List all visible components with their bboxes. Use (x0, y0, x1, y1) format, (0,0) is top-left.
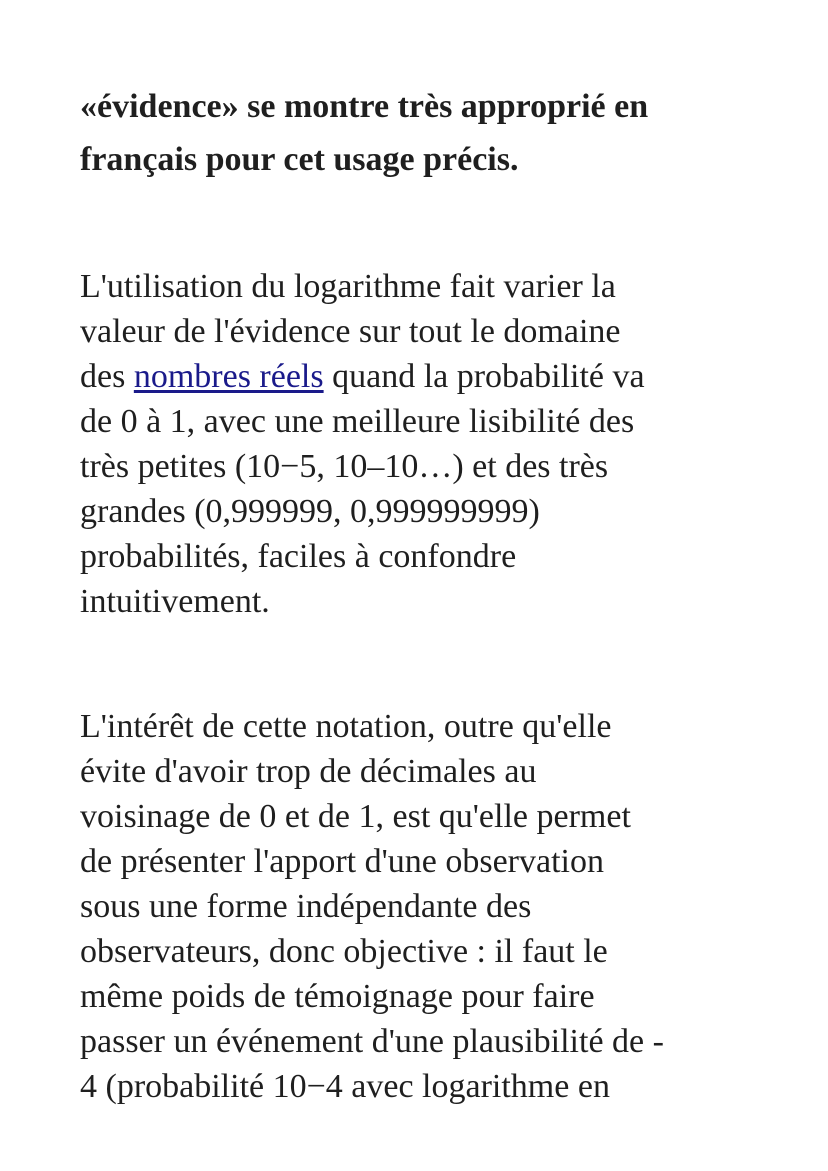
text-line: probabilités, faciles à confondre (80, 538, 517, 575)
text-line: passer un événement d'une plausibilité de - (80, 1023, 664, 1060)
text-line: voisinage de 0 et de 1, est qu'elle permet (80, 798, 631, 835)
text-line: L'intérêt de cette notation, outre qu'elle (80, 708, 612, 745)
text-fragment: des (80, 358, 134, 395)
logarithm-paragraph (80, 264, 760, 624)
text-fragment: quand la probabilité va (323, 358, 645, 395)
text-line: grandes (0,999999, 0,999999999) (80, 493, 540, 530)
text-line: intuitivement. (80, 583, 270, 620)
text-line-with-link (80, 354, 760, 399)
lead-line: français pour cet usage précis. (80, 141, 519, 178)
text-line: très petites (10−5, 10–10…) et des très (80, 448, 609, 485)
text-line: sous une forme indépendante des (80, 888, 532, 925)
nombres-reels-link[interactable]: nombres réels (133, 358, 324, 395)
text-line: 4 (probabilité 10−4 avec logarithme en (80, 1068, 610, 1105)
article-page (80, 80, 760, 1109)
text-line: de présenter l'apport d'une observation (80, 843, 604, 880)
text-line: observateurs, donc objective : il faut le (80, 933, 608, 970)
text-line: évite d'avoir trop de décimales au (80, 753, 537, 790)
text-line: valeur de l'évidence sur tout le domaine (80, 313, 621, 350)
text-line: L'utilisation du logarithme fait varier la (80, 268, 616, 305)
notation-paragraph (80, 704, 760, 1109)
text-line: même poids de témoignage pour faire (80, 978, 595, 1015)
lead-paragraph (80, 80, 760, 186)
text-line: de 0 à 1, avec une meilleure lisibilité des (80, 403, 635, 440)
lead-line: «évidence» se montre très approprié en (80, 88, 649, 125)
